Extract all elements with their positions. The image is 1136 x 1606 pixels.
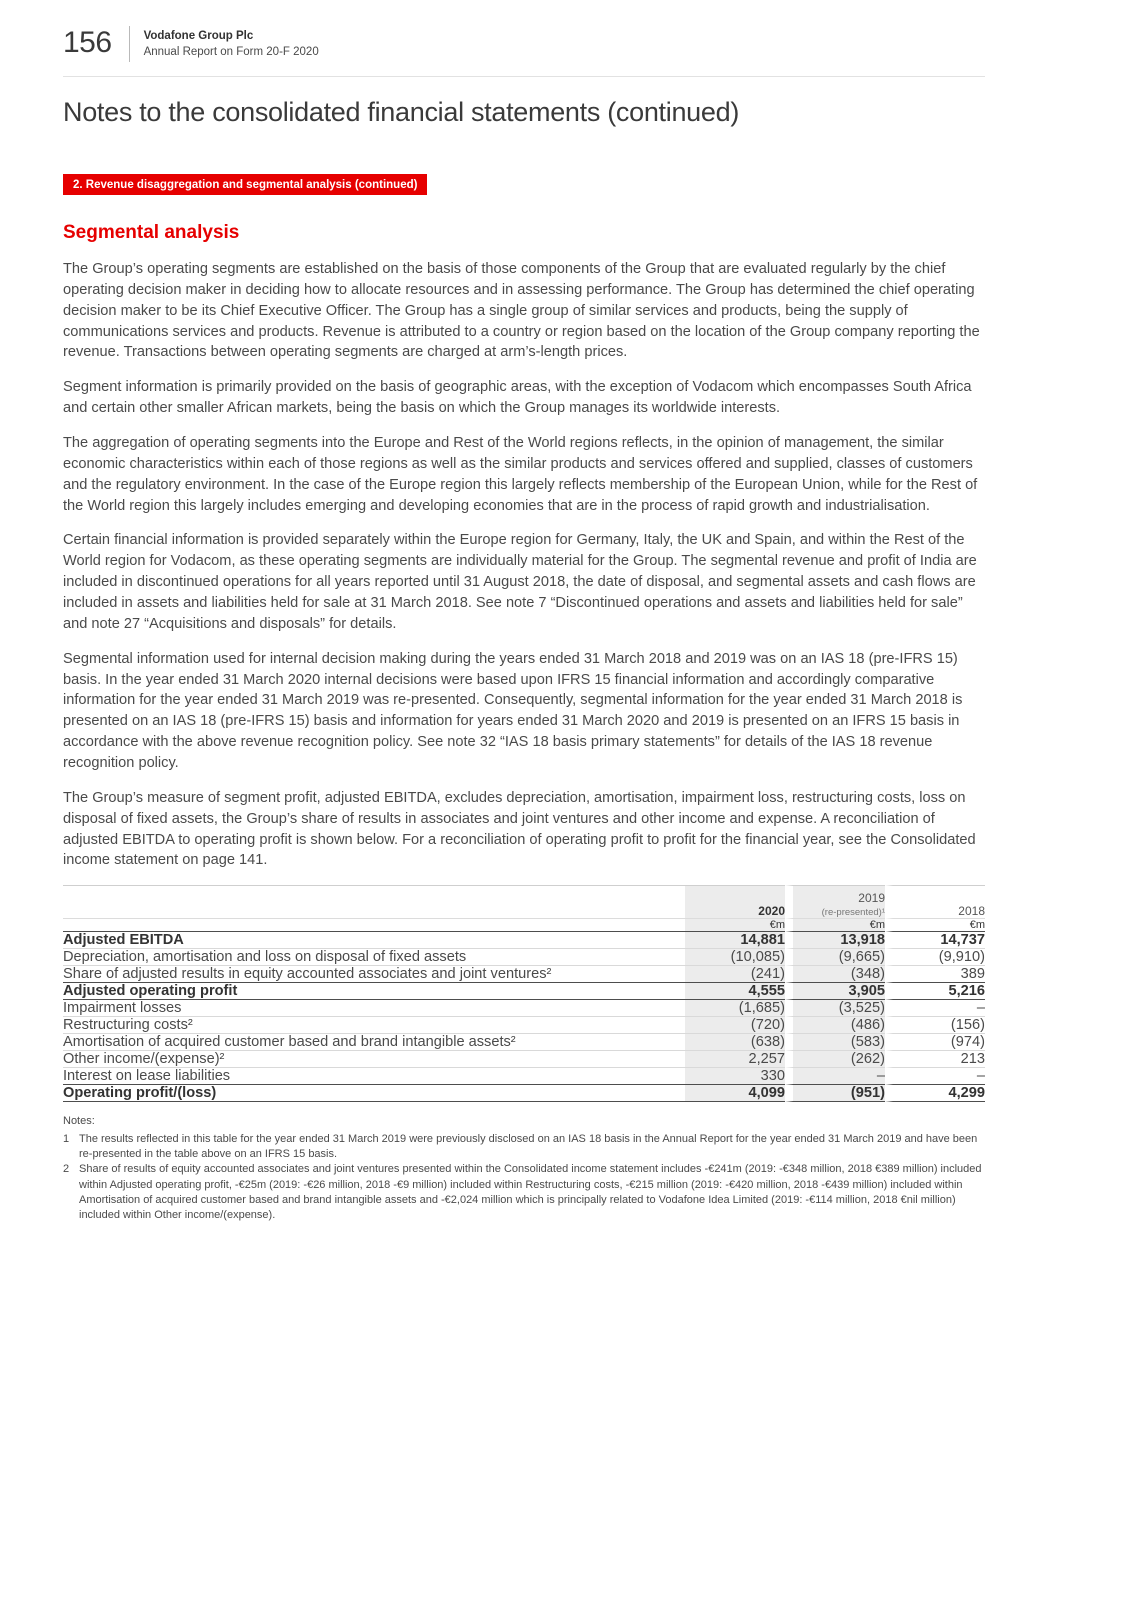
row-label: Operating profit/(loss) (63, 1084, 685, 1102)
row-label: Adjusted EBITDA (63, 931, 685, 948)
cell-2019: – (785, 1067, 885, 1084)
cell-2020: (10,085) (685, 948, 785, 965)
table-row (63, 931, 985, 948)
cell-2020: 2,257 (685, 1050, 785, 1067)
header-meta (144, 26, 319, 60)
row-label: Impairment losses (63, 999, 685, 1016)
cell-2018: – (885, 999, 985, 1016)
row-label: Restructuring costs² (63, 1016, 685, 1033)
cell-2020: (638) (685, 1033, 785, 1050)
footnote-number: 2 (63, 1163, 70, 1176)
cell-2018: 5,216 (885, 982, 985, 999)
section-heading: Segmental analysis (63, 222, 240, 243)
table-row (63, 1050, 985, 1067)
segmental-analysis-table (63, 885, 985, 1102)
cell-2020: 4,099 (685, 1084, 785, 1102)
cell-2018: (974) (885, 1033, 985, 1050)
cell-2018: (156) (885, 1016, 985, 1033)
cell-2018: 213 (885, 1050, 985, 1067)
page-header (63, 26, 985, 77)
cell-2018: 4,299 (885, 1084, 985, 1102)
col-header-2020 (685, 885, 785, 918)
company-name: Vodafone Group Plc (143, 30, 254, 42)
year-label: 2018 (958, 903, 985, 918)
footnote-text: The results reflected in this table for the year ended 31 March 2019 were previously disclosed on an IAS 18 basis in the Annual Report for the year ended 31 March 2019 and have been re-presented in the table above on an IFRS 15 basis. (79, 1132, 978, 1160)
body-paragraph: Segment information is primarily provided on the basis of geographic areas, with the exception of Vodacom which encompasses South Africa and certain other smaller African markets, being the basis on which the Group manages its worldwide interests. (63, 379, 972, 417)
cell-2018: – (885, 1067, 985, 1084)
table-row (63, 948, 985, 965)
cell-2018: 389 (885, 965, 985, 982)
cell-2020: (1,685) (685, 999, 785, 1016)
table-unit-header-row (63, 918, 985, 931)
table-year-header-row (63, 885, 985, 918)
year-label: 2020 (758, 903, 785, 918)
page-number: 156 (63, 26, 112, 59)
spacer-cell (63, 885, 685, 918)
header-divider (129, 26, 130, 62)
cell-2019: 13,918 (785, 931, 885, 948)
footnote-number: 1 (63, 1132, 70, 1145)
unit-label-2019: €m (785, 918, 885, 931)
represented-note: (re-presented)¹ (821, 906, 885, 918)
cell-2020: (241) (685, 965, 785, 982)
table-row (63, 965, 985, 982)
unit-label-2020: €m (685, 918, 785, 931)
table-row (63, 1067, 985, 1084)
row-label: Adjusted operating profit (63, 982, 685, 999)
footnote-item (63, 1132, 985, 1163)
table-row (63, 999, 985, 1016)
footnotes-heading: Notes: (63, 1115, 95, 1128)
footnote-item (63, 1162, 985, 1224)
cell-2020: 4,555 (685, 982, 785, 999)
body-paragraph: Certain financial information is provided separately within the Europe region for Germany, Italy, the UK and Spain, and within the Rest of the World region for Vodacom, as these operating segments are individually material for the Group. The segmental revenue and profit of India are included in discontinued operations for all years reported until 31 August 2018, the date of disposal, and segmental assets and cash flows are included in assets and liabilities held for sale at 31 March 2018. See note 7 “Discontinued operations and assets and liabilities held for sale” and note 27 “Acquisitions and disposals” for details. (63, 532, 977, 632)
row-label: Other income/(expense)² (63, 1050, 685, 1067)
cell-2020: 14,881 (685, 931, 785, 948)
cell-2019: (9,665) (785, 948, 885, 965)
cell-2019: (3,525) (785, 999, 885, 1016)
row-label: Depreciation, amortisation and loss on disposal of fixed assets (63, 948, 685, 965)
cell-2019: (951) (785, 1084, 885, 1102)
section-badge: 2. Revenue disaggregation and segmental analysis (continued) (63, 174, 427, 195)
row-label: Share of adjusted results in equity accounted associates and joint ventures² (63, 965, 685, 982)
footnotes (63, 1114, 985, 1224)
page-title: Notes to the consolidated financial statements (continued) (63, 97, 740, 127)
cell-2019: (486) (785, 1016, 885, 1033)
body-copy (63, 259, 985, 871)
cell-2019: (348) (785, 965, 885, 982)
footnote-text: Share of results of equity accounted associates and joint ventures presented within the Consolidated income statement includes -€241m (2019: -€348 million, 2018 €389 million) included within Adjusted operating profit, -€25m (2019: -€26 million, 2018 -€9 million) included within Restructuring costs, -€215 million (2019: -€420 million, 2018 -€439 million) included within Amortisation of acquired customer based and brand intangible assets and -€2,024 million which is principally related to Vodafone Idea Limited (2019: -€114 million, 2018 €nil million) included within Other income/(expense). (79, 1163, 982, 1222)
table-row (63, 1016, 985, 1033)
table-row (63, 982, 985, 999)
cell-2018: 14,737 (885, 931, 985, 948)
col-header-2019 (785, 885, 885, 918)
cell-2020: 330 (685, 1067, 785, 1084)
body-paragraph: The Group’s operating segments are established on the basis of those components of the Group that are evaluated regularly by the chief operating decision maker in deciding how to allocate resources and in assessing performance. The Group has determined the chief operating decision maker to be its Chief Executive Officer. The Group has a single group of similar services and products, being the supply of communications services and products. Revenue is attributed to a country or region based on the location of the Group company reporting the revenue. Transactions between operating segments are charged at arm’s-length prices. (63, 261, 980, 361)
body-paragraph: Segmental information used for internal decision making during the years ended 31 March 2018 and 2019 was on an IAS 18 (pre-IFRS 15) basis. In the year ended 31 March 2020 internal decisions were based upon IFRS 15 financial information and accordingly comparative information for the year ended 31 March 2019 was re-presented. Consequently, segmental information for the year ended 31 March 2018 is presented on an IAS 18 (pre-IFRS 15) basis and information for years ended 31 March 2020 and 2019 is presented on an IFRS 15 basis in accordance with the above revenue recognition policy. See note 32 “IAS 18 basis primary statements” for details of the IAS 18 revenue recognition policy. (63, 650, 963, 772)
table-row (63, 1084, 985, 1102)
cell-2019: 3,905 (785, 982, 885, 999)
year-label: 2019 (858, 891, 885, 906)
row-label: Interest on lease liabilities (63, 1067, 685, 1084)
cell-2019: (262) (785, 1050, 885, 1067)
table-row (63, 1033, 985, 1050)
body-paragraph: The Group’s measure of segment profit, adjusted EBITDA, excludes depreciation, amortisation, impairment loss, restructuring costs, loss on disposal of fixed assets, the Group’s share of results in associates and joint ventures and other income and expense. A reconciliation of adjusted EBITDA to operating profit is shown below. For a reconciliation of operating profit to profit for the financial year, see the Consolidated income statement on page 141. (63, 789, 976, 869)
row-label: Amortisation of acquired customer based and brand intangible assets² (63, 1033, 685, 1050)
report-name: Annual Report on Form 20-F 2020 (143, 45, 319, 58)
unit-label-2018: €m (885, 918, 985, 931)
cell-2020: (720) (685, 1016, 785, 1033)
body-paragraph: The aggregation of operating segments into the Europe and Rest of the World regions reflects, in the opinion of management, the similar economic characteristics within each of those regions as well as the similar products and services offered and supplied, classes of customers and the regulatory environment. In the case of the Europe region this largely reflects membership of the European Union, while for the Rest of the World region this largely includes emerging and developing economies that are in the process of rapid growth and industrialisation. (63, 435, 978, 514)
cell-2018: (9,910) (885, 948, 985, 965)
cell-2019: (583) (785, 1033, 885, 1050)
col-header-2018 (885, 885, 985, 918)
spacer-cell (63, 918, 685, 931)
